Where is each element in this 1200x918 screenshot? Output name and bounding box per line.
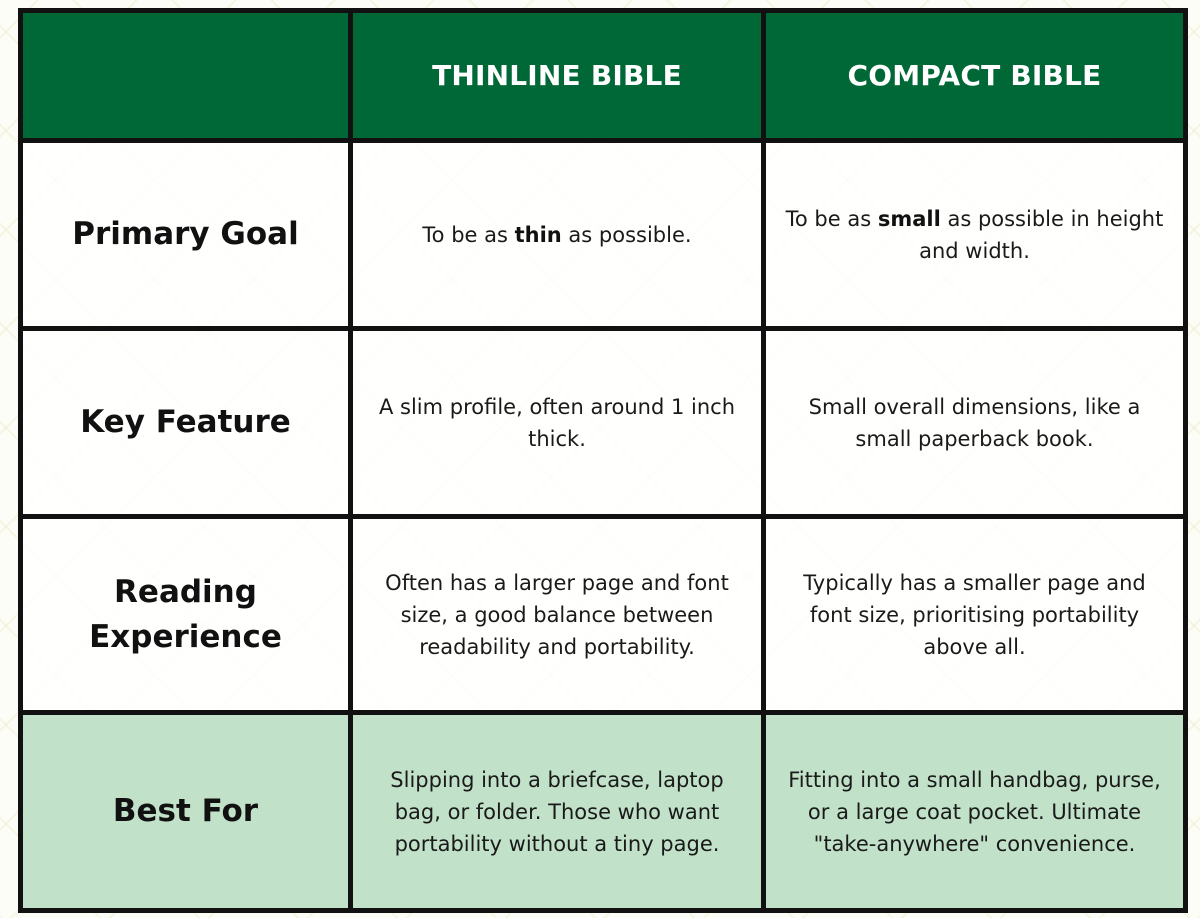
cell-thinline-reading-experience: Often has a larger page and font size, a good balance between readability and portability.: [351, 517, 764, 713]
cell-compact-key-feature: Small overall dimensions, like a small paperback book.: [764, 329, 1186, 517]
row-label-primary-goal: Primary Goal: [21, 141, 351, 329]
row-label-reading-experience: Reading Experience: [21, 517, 351, 713]
header-thinline-bible: THINLINE BIBLE: [351, 11, 764, 141]
cell-compact-reading-experience: Typically has a smaller page and font size, prioritising portability above all.: [764, 517, 1186, 713]
cell-text-pre: To be as: [785, 206, 878, 231]
cell-text-post: as possible.: [561, 222, 692, 247]
header-empty-cell: [21, 11, 351, 141]
table-row-reading-experience: [21, 517, 1186, 713]
row-label-best-for: Best For: [21, 713, 351, 911]
table-row-best-for: [21, 713, 1186, 911]
table-row-key-feature: [21, 329, 1186, 517]
cell-compact-primary-goal: [764, 141, 1186, 329]
comparison-table: [18, 8, 1188, 913]
table-row-primary-goal: [21, 141, 1186, 329]
table-header-row: [21, 11, 1186, 141]
cell-thinline-best-for: Slipping into a briefcase, laptop bag, or folder. Those who want portability without a tiny page.: [351, 713, 764, 911]
cell-text-bold: small: [877, 206, 941, 231]
cell-text-post: as possible in height and width.: [919, 206, 1164, 263]
cell-text-bold: thin: [514, 222, 562, 247]
cell-thinline-key-feature: A slim profile, often around 1 inch thick.: [351, 329, 764, 517]
header-compact-bible: COMPACT BIBLE: [764, 11, 1186, 141]
cell-text-pre: To be as: [422, 222, 515, 247]
cell-compact-best-for: Fitting into a small handbag, purse, or a large coat pocket. Ultimate "take-anywhere" convenience.: [764, 713, 1186, 911]
cell-thinline-primary-goal: [351, 141, 764, 329]
row-label-key-feature: Key Feature: [21, 329, 351, 517]
